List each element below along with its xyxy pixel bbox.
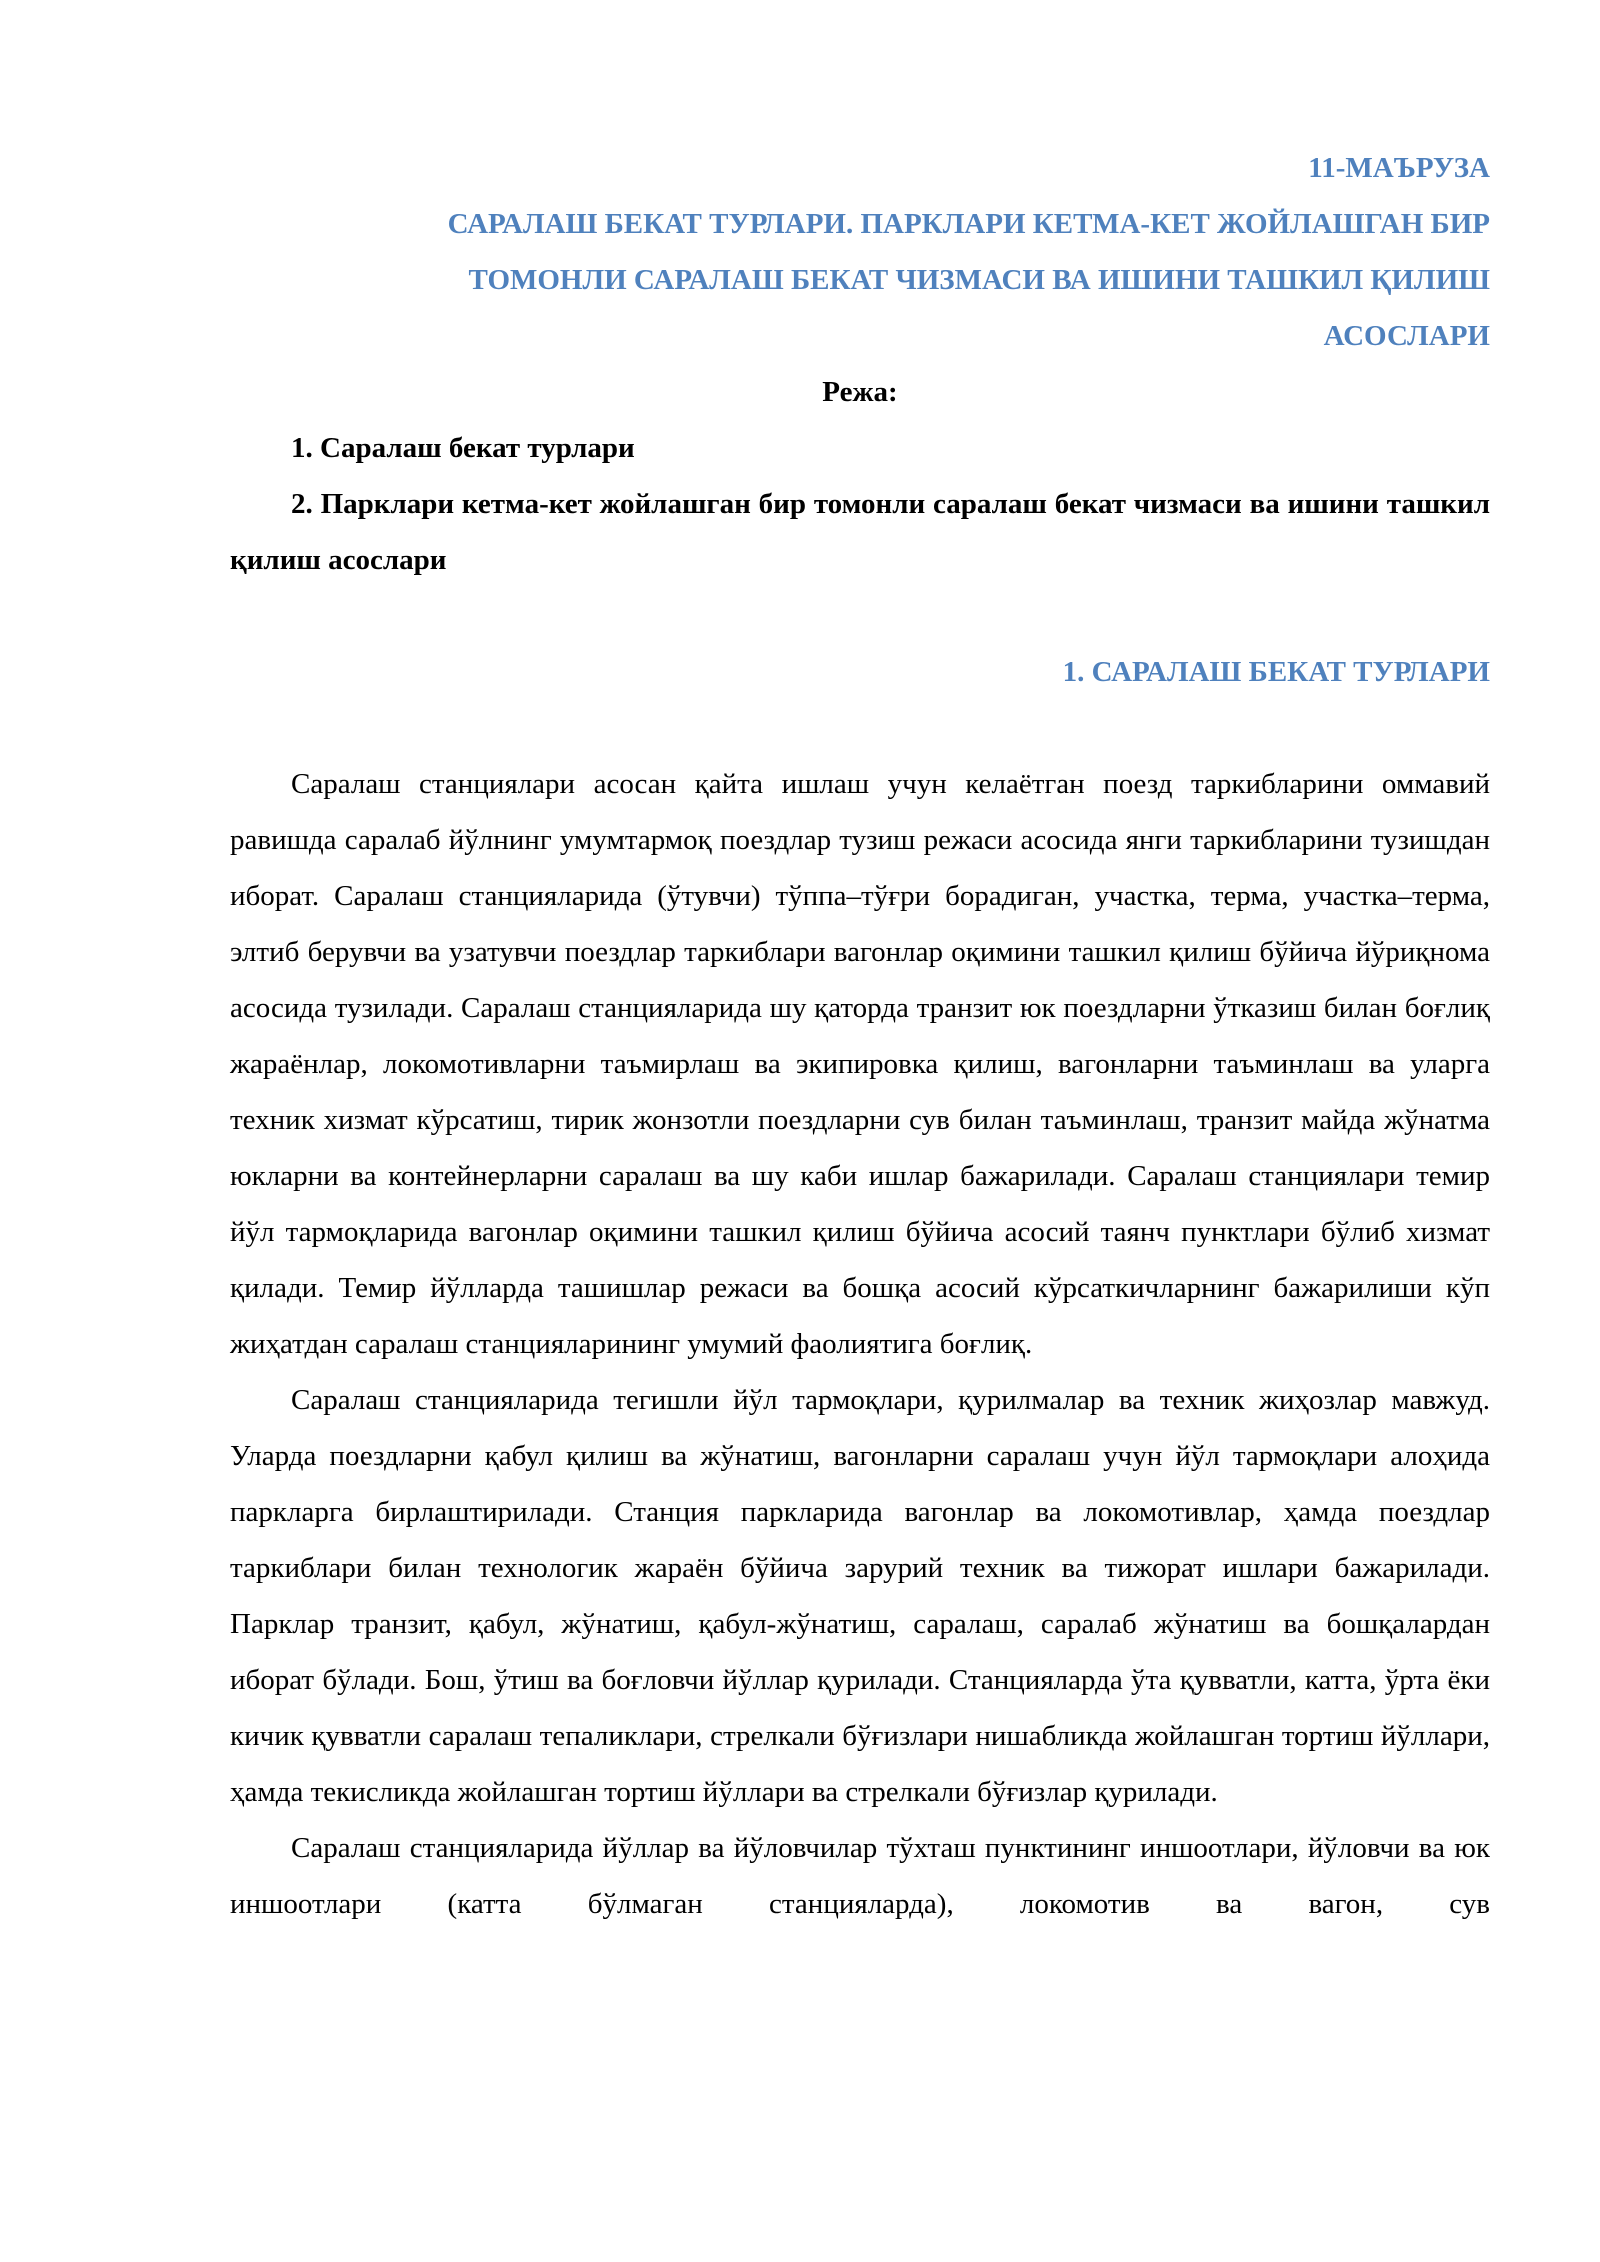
title-line-3: АСОСЛАРИ [1323,320,1490,352]
plan-item-1: 1. Саралаш бекат турлари [291,432,635,464]
section-title: 1. САРАЛАШ БЕКАТ ТУРЛАРИ [1062,656,1490,688]
paragraph-3: Саралаш станцияларида йўллар ва йўловчилар тўхташ пунктининг иншоотлари, йўловчи ва юк иншоотлари (катта бўлмаган станцияларда), локомотив ва вагон, сув [230,1832,1490,1920]
title-line-2: ТОМОНЛИ САРАЛАШ БЕКАТ ЧИЗМАСИ ВА ИШИНИ ТАШКИЛ ҚИЛИШ [468,264,1490,296]
paragraph-1: Саралаш станциялари асосан қайта ишлаш учун келаётган поезд таркибларини оммавий равишда саралаб йўлнинг умумтармоқ поездлар тузиш режаси асосида янги таркибларини тузишдан иборат. Саралаш станцияларида (ўтувчи) тўппа–тўғри борадиган, участка, терма, участка–терма, элтиб берувчи ва узатувчи поездлар таркиблари вагонлар оқимини ташкил қилиш бўйича йўриқнома асосида тузилади. Саралаш станцияларида шу қаторда транзит юк поездларни ўтказиш билан боғлиқ жараёнлар, локомотивларни таъмирлаш ва экипировка қилиш, вагонларни таъминлаш ва уларга техник хизмат кўрсатиш, тирик жонзотли поездларни сув билан таъминлаш, транзит майда жўнатма юкларни ва контейнерларни саралаш ва шу каби ишлар бажарилади. Саралаш станциялари темир йўл тармоқларида вагонлар оқимини ташкил қилиш бўйича асосий таянч пунктлари бўлиб хизмат қилади. Темир йўлларда ташишлар режаси ва бошқа асосий кўрсаткичларнинг бажарилиши кўп жиҳатдан саралаш станцияларининг умумий фаолиятига боғлиқ. [230,768,1490,1360]
paragraph-2: Саралаш станцияларида тегишли йўл тармоқлари, қурилмалар ва техник жиҳозлар мавжуд. Уларда поездларни қабул қилиш ва жўнатиш, вагонларни саралаш учун йўл тармоқлари алоҳида паркларга бирлаштирилади. Станция паркларида вагонлар ва локомотивлар, ҳамда поездлар таркиблари билан технологик жараён бўйича зарурий техник ва тижорат ишлари бажарилади. Парклар транзит, қабул, жўнатиш, қабул-жўнатиш, саралаш, саралаб жўнатиш ва бошқалардан иборат бўлади. Бош, ўтиш ва боғловчи йўллар қурилади. Станцияларда ўта қувватли, катта, ўрта ёки кичик қувватли саралаш тепаликлари, стрелкали бўғизлари нишабликда жойлашган тортиш йўллари, ҳамда текисликда жойлашган тортиш йўллари ва стрелкали бўғизлар қурилади. [230,1384,1490,1808]
document-page [230,140,1490,1932]
plan-item-2: 2. Парклари кетма-кет жойлашган бир томонли саралаш бекат чизмаси ва ишини ташкил қилиш асослари [230,488,1490,576]
title-line-1: САРАЛАШ БЕКАТ ТУРЛАРИ. ПАРКЛАРИ КЕТМА-КЕТ ЖОЙЛАШГАН БИР [447,208,1490,240]
lecture-number: 11-МАЪРУЗА [1308,152,1490,184]
plan-heading: Режа: [822,376,898,408]
